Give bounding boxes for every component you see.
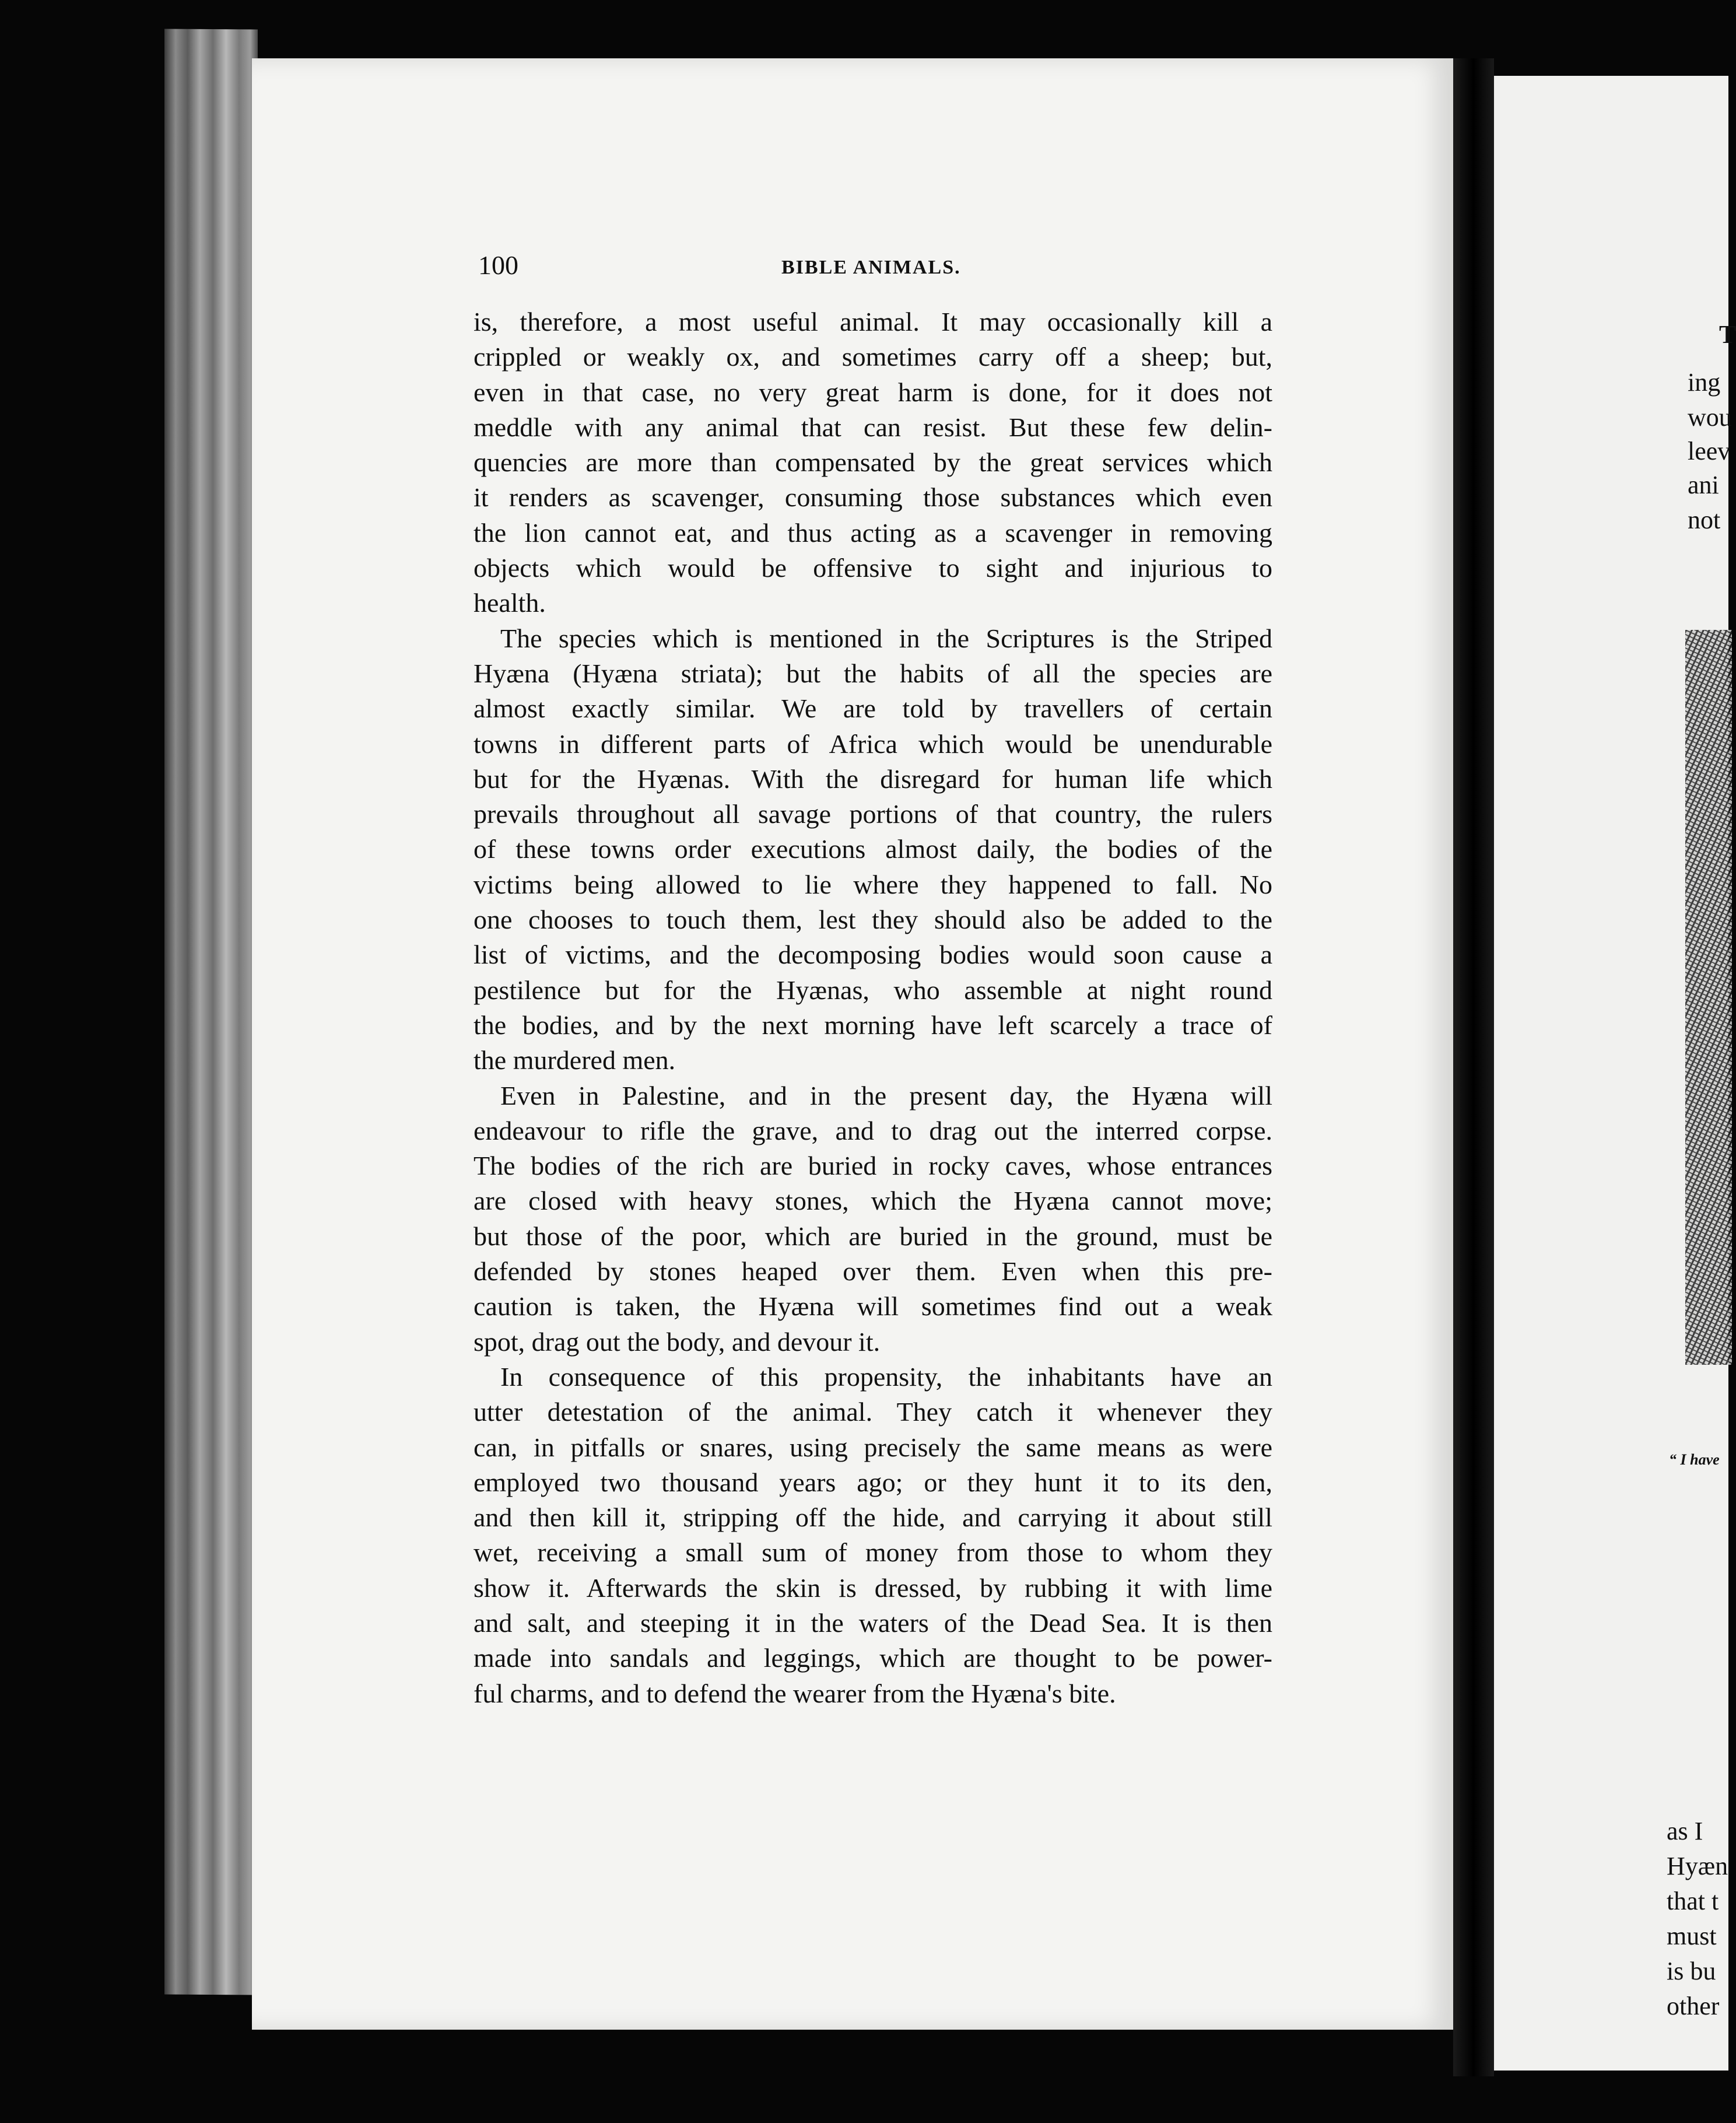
text-line: The bodies of the rich are buried in rocky caves, whose entrances [474, 1151, 1272, 1181]
text-line: made into sandals and leggings, which are thought to be power- [474, 1643, 1272, 1673]
illustration-caption-fragment: “ I have [1669, 1451, 1720, 1468]
right-text-fragment: is bu [1667, 1957, 1716, 1985]
paragraph [474, 1360, 1272, 1711]
paragraph [474, 621, 1272, 1078]
hyena-illustration-fragment [1685, 630, 1732, 1365]
right-text-fragment: must [1667, 1922, 1717, 1950]
text-line: is, therefore, a most useful animal. It may occasionally kill a [474, 307, 1272, 337]
text-line: almost exactly similar. We are told by travellers of certain [474, 693, 1272, 724]
right-text-fragment: ani [1688, 471, 1719, 499]
text-line: In consequence of this propensity, the inhabitants have an [500, 1361, 1272, 1392]
text-line: crippled or weakly ox, and sometimes carry off a sheep; but, [474, 342, 1272, 372]
running-head: BIBLE ANIMALS. [781, 257, 961, 278]
text-line: endeavour to rifle the grave, and to drag out the interred corpse. [474, 1115, 1272, 1145]
right-text-fragment: that t [1667, 1887, 1719, 1915]
text-line: it renders as scavenger, consuming those substances which even [474, 482, 1272, 513]
text-line: prevails throughout all savage portions of that country, the rulers [474, 799, 1272, 829]
text-line: meddle with any animal that can resist. But these few delin- [474, 412, 1272, 442]
text-line: but for the Hyænas. With the disregard for human life which [474, 763, 1272, 794]
text-line: of these towns order executions almost daily, the bodies of the [474, 834, 1272, 864]
text-line: and salt, and steeping it in the waters of the Dead Sea. It is then [474, 1607, 1272, 1638]
text-line: show it. Afterwards the skin is dressed, by rubbing it with lime [474, 1572, 1272, 1603]
text-line: utter detestation of the animal. They catch it whenever they [474, 1397, 1272, 1427]
text-line: caution is taken, the Hyæna will sometimes find out a weak [474, 1291, 1272, 1322]
text-line: are closed with heavy stones, which the Hyæna cannot move; [474, 1186, 1272, 1216]
book-page-edge [164, 29, 258, 1995]
text-line: health. [474, 588, 546, 618]
text-line: quencies are more than compensated by the great services which [474, 447, 1272, 478]
text-line: employed two thousand years ago; or they hunt it to its den, [474, 1467, 1272, 1497]
text-line: The species which is mentioned in the Scriptures is the Striped [500, 623, 1272, 653]
text-line: can, in pitfalls or snares, using precisely the same means as were [474, 1432, 1272, 1462]
text-line: defended by stones heaped over them. Even when this pre- [474, 1256, 1272, 1287]
text-line: victims being allowed to lie where they happened to fall. No [474, 869, 1272, 899]
right-text-fragment: T [1719, 320, 1736, 349]
right-text-fragment: Hyæn [1667, 1852, 1728, 1880]
text-line: even in that case, no very great harm is done, for it does not [474, 377, 1272, 407]
text-line: the bodies, and by the next morning have left scarcely a trace of [474, 1010, 1272, 1040]
text-line: Even in Palestine, and in the present day, the Hyæna will [500, 1080, 1272, 1110]
text-line: spot, drag out the body, and devour it. [474, 1326, 881, 1357]
text-line: objects which would be offensive to sight and injurious to [474, 553, 1272, 583]
right-page-bottom-fragments [1667, 1814, 1728, 2024]
right-text-fragment: leev [1688, 437, 1731, 465]
text-line: and then kill it, stripping off the hide, and carrying it about still [474, 1502, 1272, 1533]
right-text-fragment: not [1688, 506, 1721, 534]
page-number: 100 [478, 250, 518, 280]
text-line: one chooses to touch them, lest they should also be added to the [474, 905, 1272, 935]
paragraph [474, 1078, 1272, 1360]
paragraph [474, 304, 1272, 621]
text-line: but those of the poor, which are buried in the ground, must be [474, 1221, 1272, 1251]
body-text [474, 304, 1272, 1711]
page-header [478, 250, 1271, 285]
right-text-fragment: ing [1688, 368, 1721, 397]
right-text-fragment: other [1667, 1992, 1720, 2020]
text-line: list of victims, and the decomposing bodies would soon cause a [474, 940, 1272, 970]
book-gutter [1453, 58, 1494, 2076]
text-line: ful charms, and to defend the wearer from the Hyæna's bite. [474, 1678, 1116, 1708]
text-line: Hyæna (Hyæna striata); but the habits of all the species are [474, 658, 1272, 688]
text-line: wet, receiving a small sum of money from those to whom they [474, 1537, 1272, 1568]
right-text-fragment: as I [1667, 1817, 1703, 1845]
text-line: towns in different parts of Africa which would be unendurable [474, 728, 1272, 759]
text-line: the lion cannot eat, and thus acting as a scavenger in removing [474, 517, 1272, 548]
text-line: the murdered men. [474, 1045, 676, 1075]
text-line: pestilence but for the Hyænas, who assemble at night round [474, 975, 1272, 1005]
right-text-fragment: wou [1688, 403, 1732, 432]
